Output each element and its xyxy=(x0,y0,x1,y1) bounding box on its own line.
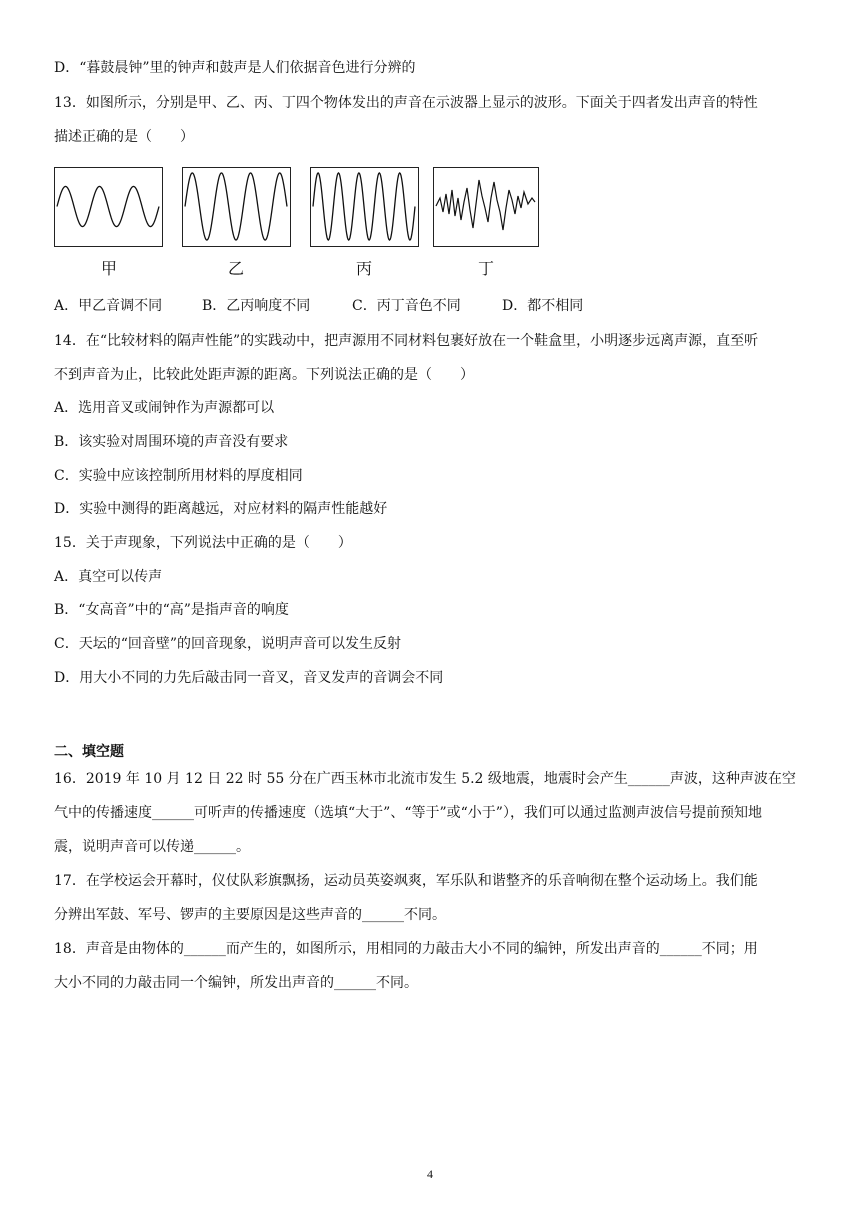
waveform-yi xyxy=(182,167,291,247)
waveform-yi-trace xyxy=(185,173,287,240)
label-bing: 丙 xyxy=(355,259,372,278)
q15-option-b: B．“女高音”中的“高”是指声音的响度 xyxy=(54,602,289,618)
q14-option-b: B．该实验对周围环境的声音没有要求 xyxy=(54,434,289,450)
q18-line2: 大小不同的力敲击同一个编钟，所发出声音的______不同。 xyxy=(54,975,418,991)
waveform-bing xyxy=(310,167,419,247)
q17-line1: 17．在学校运会开幕时，仪仗队彩旗飘扬，运动员英姿飒爽，军乐队和谐整齐的乐音响彻在整个运动场上。我们能 xyxy=(54,873,758,889)
q13-option-b: B．乙丙响度不同 xyxy=(202,298,311,314)
waveform-ding xyxy=(433,167,539,247)
q16-line1: 16．2019 年 10 月 12 日 22 时 55 分在广西玉林市北流市发生 5.2 级地震，地震时会产生______声波，这种声波在空 xyxy=(54,771,796,787)
waveform-jia-svg xyxy=(55,168,161,245)
waveform-ding-trace xyxy=(436,180,535,230)
q13-stem-line2: 描述正确的是（ ） xyxy=(54,129,194,145)
waveform-jia xyxy=(54,167,163,247)
q18-line1: 18．声音是由物体的______而产生的，如图所示，用相同的力敲击大小不同的编钟，所发出声音的______不同；用 xyxy=(54,941,758,957)
waveform-yi-svg xyxy=(183,168,289,245)
q14-stem-line2: 不到声音为止，比较此处距声源的距离。下列说法正确的是（ ） xyxy=(54,367,474,383)
q13-option-c: C．丙丁音色不同 xyxy=(352,298,461,314)
waveform-jia-trace xyxy=(57,186,159,226)
q13-option-d: D．都不相同 xyxy=(502,298,584,314)
q15-option-a: A．真空可以传声 xyxy=(54,569,163,585)
q15-stem: 15．关于声现象，下列说法中正确的是（ ） xyxy=(54,535,352,551)
q14-option-d: D．实验中测得的距离越远，对应材料的隔声性能越好 xyxy=(54,501,388,517)
q14-option-c: C．实验中应该控制所用材料的厚度相同 xyxy=(54,468,303,484)
q16-line3: 震，说明声音可以传递______。 xyxy=(54,839,250,855)
q16-line2: 气中的传播速度______可听声的传播速度（选填“大于”、“等于”或“小于”），我们可以通过监测声波信号提前预知地 xyxy=(54,805,762,821)
q12-option-d: D．“暮鼓晨钟”里的钟声和鼓声是人们依据音色进行分辨的 xyxy=(54,60,416,76)
waveform-bing-svg xyxy=(311,168,417,245)
q17-line2: 分辨出军鼓、军号、锣声的主要原因是这些声音的______不同。 xyxy=(54,907,446,923)
section-title-fill-in: 二、填空题 xyxy=(54,744,124,760)
waveform-bing-trace xyxy=(313,173,415,240)
q13-stem-line1: 13．如图所示，分别是甲、乙、丙、丁四个物体发出的声音在示波器上显示的波形。下面关于四者发出声音的特性 xyxy=(54,95,758,111)
q13-options xyxy=(54,296,583,316)
q13-option-a: A．甲乙音调不同 xyxy=(54,298,163,314)
q14-stem-line1: 14．在“比较材料的隔声性能”的实践动中，把声源用不同材料包裹好放在一个鞋盒里，小明逐步远离声源，直至听 xyxy=(54,333,759,349)
q15-option-c: C．天坛的“回音壁”的回音现象，说明声音可以发生反射 xyxy=(54,636,402,652)
label-ding: 丁 xyxy=(477,259,494,278)
q15-option-d: D．用大小不同的力先后敲击同一音叉，音叉发声的音调会不同 xyxy=(54,670,444,686)
q14-option-a: A．选用音叉或闹钟作为声源都可以 xyxy=(54,400,275,416)
label-yi: 乙 xyxy=(227,259,244,278)
waveform-ding-svg xyxy=(434,168,537,245)
page-number: 4 xyxy=(427,1167,433,1181)
label-jia: 甲 xyxy=(100,259,117,278)
